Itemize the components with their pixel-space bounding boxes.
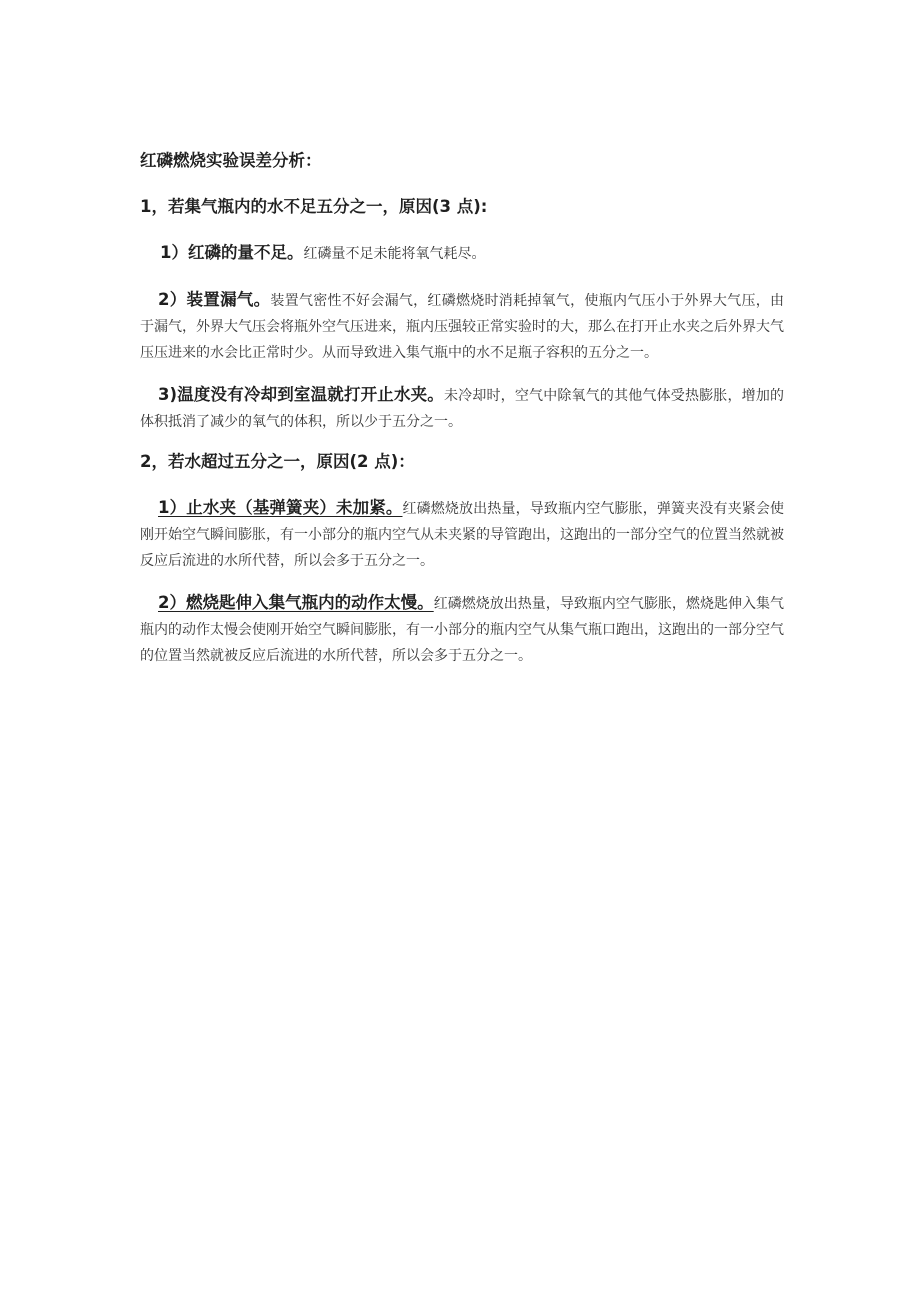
point-insufficient-phosphorus [140,240,784,267]
point-title: 1）止水夹（基弹簧夹）未加紧。 [158,498,403,517]
point-body: 红磷量不足未能将氧气耗尽。 [303,246,486,262]
point-body: 红磷燃烧放出热量，导致瓶内空气膨胀，燃烧匙伸入集气瓶内的动作太慢会使刚开始空气瞬间膨胀，有一小部分的瓶内空气从集气瓶口跑出，这跑出的一部分空气的位置当然就被反应后流进的水所代替，所以会多于五分之一。 [140,596,785,664]
point-body: 装置气密性不好会漏气，红磷燃烧时消耗掉氧气，使瓶内气压小于外界大气压，由于漏气，外界大气压会将瓶外空气压进来，瓶内压强较正常实验时的大，那么在打开止水夹之后外界大气压压进来的水会比正常时少。从而导致进入集气瓶中的水不足瓶子容积的五分之一。 [140,293,785,361]
section-heading-insufficient-water: 1，若集气瓶内的水不足五分之一，原因(3 点): [140,197,488,216]
section-heading-excess-water: 2，若水超过五分之一，原因(2 点)： [140,452,415,471]
point-title: 2）装置漏气。 [158,290,271,309]
point-body: 红磷燃烧放出热量，导致瓶内空气膨胀，弹簧夹没有夹紧会使刚开始空气瞬间膨胀，有一小部分的瓶内空气从未夹紧的导管跑出，这跑出的一部分空气的位置当然就被反应后流进的水所代替，所以会多于五分之一。 [140,501,784,569]
point-clamp-not-tight [140,495,784,574]
point-not-cooled [140,382,784,435]
point-title: 3)温度没有冷却到室温就打开止水夹。 [158,385,444,404]
point-body: 未冷却时，空气中除氧气的其他气体受热膨胀，增加的体积抵消了减少的氧气的体积，所以少于五分之一。 [140,388,784,430]
point-spoon-too-slow [140,590,784,669]
point-title: 2）燃烧匙伸入集气瓶内的动作太慢。 [158,593,434,612]
document-content [140,148,784,669]
point-apparatus-leak [140,287,784,366]
point-title: 1）红磷的量不足。 [160,243,304,262]
document-title: 红磷燃烧实验误差分析： [140,151,322,170]
